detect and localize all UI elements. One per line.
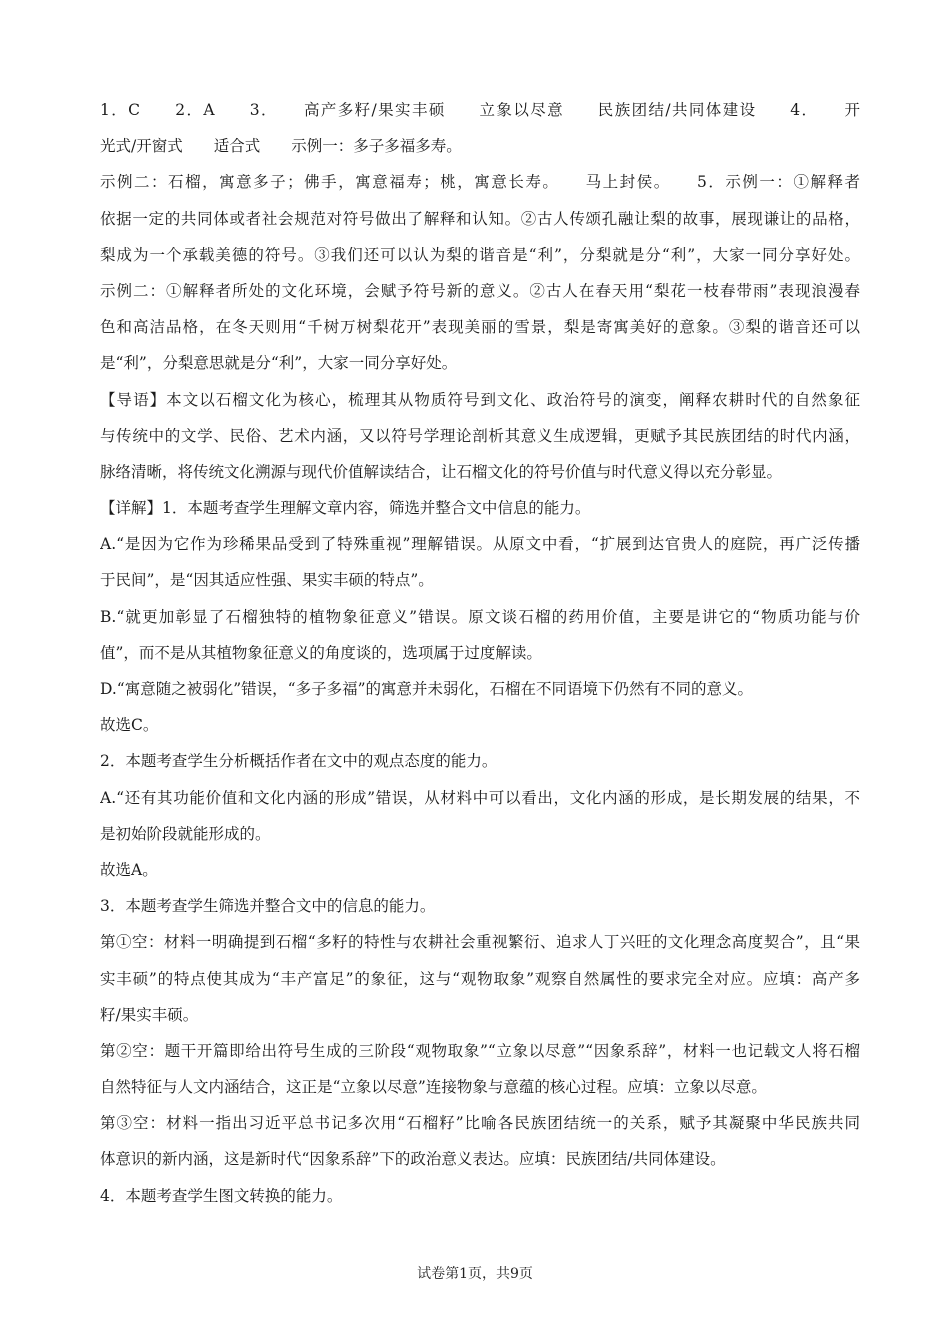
text-line: 第①空：材料一明确提到石榴“多籽的特性与农耕社会重视繁衍、追求人丁兴旺的文化理念高度契合”，且“果 — [100, 933, 860, 952]
text-line: 【详解】1．本题考查学生理解文章内容，筛选并整合文中信息的能力。 — [100, 499, 591, 518]
text-line: 色和高洁品格，在冬天则用“千树万树梨花开”表现美丽的雪景，梨是寄寓美好的意象。③梨的谐音还可以 — [100, 318, 860, 337]
text-line: 第②空：题干开篇即给出符号生成的三阶段“观物取象”“立象以尽意”“因象系辞”，材料一也记载文人将石榴 — [100, 1041, 860, 1060]
text-line: 2．本题考查学生分析概括作者在文中的观点态度的能力。 — [100, 752, 498, 771]
text-line: 梨成为一个承载美德的符号。③我们还可以认为梨的谐音是“利”，分梨就是分“利”，大家一同分享好处。 — [100, 245, 860, 264]
text-line: B.“就更加彰显了石榴独特的植物象征意义”错误。原文谈石榴的药用价值，主要是讲它的“物质功能与价 — [100, 607, 860, 626]
text-line: A.“是因为它作为珍稀果品受到了特殊重视”理解错误。从原文中看，“扩展到达官贵人的庭院，再广泛传播 — [100, 535, 860, 554]
answer-text-body — [100, 92, 860, 1214]
text-line: 与传统中的文学、民俗、艺术内涵，又以符号学理论剖析其意义生成逻辑，更赋予其民族团结的时代内涵， — [100, 426, 860, 445]
text-line: 示例二：石榴，寓意多子；佛手，寓意福寿；桃，寓意长寿。 马上封侯。 5．示例一：①解释者 — [100, 173, 860, 192]
text-line: 故选C。 — [100, 716, 159, 735]
text-line: 示例二：①解释者所处的文化环境，会赋予符号新的意义。②古人在春天用“梨花一枝春带雨”表现浪漫春 — [100, 281, 860, 300]
text-line: 实丰硕”的特点使其成为“丰产富足”的象征，这与“观物取象”观察自然属性的要求完全对应。应填：高产多 — [100, 969, 860, 988]
page-footer: 试卷第1页，共9页 — [417, 1266, 533, 1282]
text-line: 是初始阶段就能形成的。 — [100, 824, 271, 843]
text-line: 籽/果实丰硕。 — [100, 1005, 199, 1024]
text-line: 光式/开窗式 适合式 示例一：多子多福多寿。 — [100, 137, 462, 156]
text-line: 于民间”，是“因其适应性强、果实丰硕的特点”。 — [100, 571, 434, 590]
text-line: 体意识的新内涵，这是新时代“因象系辞”下的政治意义表达。应填：民族团结/共同体建设。 — [100, 1150, 726, 1169]
text-line: 4．本题考查学生图文转换的能力。 — [100, 1186, 343, 1205]
text-line: 【导语】本文以石榴文化为核心，梳理其从物质符号到文化、政治符号的演变，阐释农耕时代的自然象征 — [100, 390, 860, 409]
text-line: 依据一定的共同体或者社会规范对符号做出了解释和认知。②古人传颂孔融让梨的故事，展现谦让的品格， — [100, 209, 860, 228]
text-line: 3．本题考查学生筛选并整合文中的信息的能力。 — [100, 897, 436, 916]
text-line: 是“利”，分梨意思就是分“利”，大家一同分享好处。 — [100, 354, 458, 373]
text-line: D.“寓意随之被弱化”错误，“多子多福”的寓意并未弱化，石榴在不同语境下仍然有不同的意义。 — [100, 680, 754, 698]
text-line: 自然特征与人文内涵结合，这正是“立象以尽意”连接物象与意蕴的核心过程。应填：立象以尽意。 — [100, 1078, 767, 1097]
text-line: 故选A。 — [100, 860, 158, 879]
text-line: 第③空：材料一指出习近平总书记多次用“石榴籽”比喻各民族团结统一的关系，赋予其凝聚中华民族共同 — [100, 1114, 860, 1133]
text-line: 脉络清晰，将传统文化溯源与现代价值解读结合，让石榴文化的符号价值与时代意义得以充分彰显。 — [100, 462, 783, 481]
text-line: 值”，而不是从其植物象征意义的角度谈的，选项属于过度解读。 — [100, 643, 542, 662]
text-line: A.“还有其功能价值和文化内涵的形成”错误，从材料中可以看出，文化内涵的形成，是长期发展的结果，不 — [100, 788, 860, 807]
text-line: 1．C 2．A 3． 高产多籽/果实丰硕 立象以尽意 民族团结/共同体建设 4． 开 — [100, 101, 860, 119]
